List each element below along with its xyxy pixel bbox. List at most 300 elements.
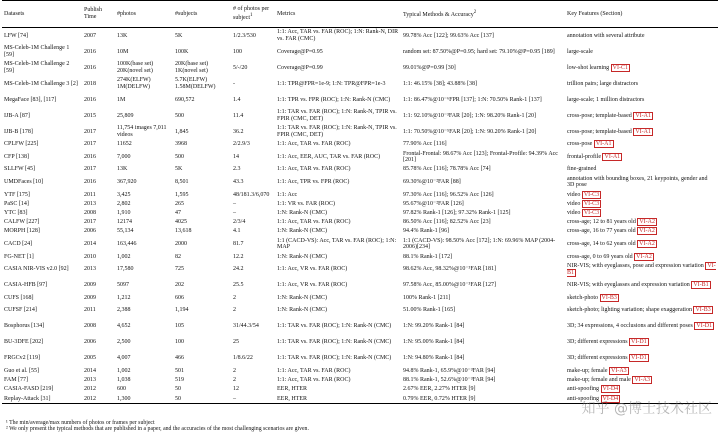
cell-dataset-name — [2, 140, 82, 149]
photos-count-text: 5097 — [117, 282, 129, 289]
methods-accuracy-text: 99.01%@P=0.99 [30] — [403, 64, 456, 71]
cell-photos-per-subject — [231, 209, 275, 218]
photos-count-text: 13K — [117, 32, 128, 39]
metrics-text: 1:1: Acc, TAR vs. FAR (ROC) — [277, 166, 351, 173]
cell-methods-accuracy — [401, 376, 565, 385]
section-link[interactable]: VI-A2 — [636, 253, 652, 260]
key-features-text: anti-spoofing — [567, 395, 599, 402]
cell-photos-per-subject — [231, 76, 275, 92]
cell-publish-year — [82, 44, 115, 60]
metrics-text: 1:1: Acc, VR vs. FAR (ROC) — [277, 266, 348, 273]
publish-year-text: 2010 — [84, 253, 96, 260]
table-row — [2, 92, 718, 108]
cell-publish-year — [82, 140, 115, 149]
cell-subjects-count — [173, 218, 231, 227]
publish-year-text: 2009 — [84, 282, 96, 289]
publish-year-text: 2008 — [84, 210, 96, 217]
key-features-text: sketch-photo; lighting variation; shape exaggeration — [567, 307, 692, 314]
cell-metrics — [275, 174, 401, 190]
cell-methods-accuracy — [401, 108, 565, 124]
cell-publish-year — [82, 124, 115, 140]
cell-photos-count — [115, 335, 173, 351]
key-features-text: 3D; 34 expressions, 4 occlusions and different poses — [567, 323, 693, 330]
cell-metrics — [275, 200, 401, 209]
key-features-text: frontal-profile — [567, 153, 601, 160]
section-link[interactable]: VI-A3 — [634, 377, 650, 384]
photos-count-text: 600 — [117, 386, 126, 393]
photos-count-text: 274K(ELFW) 1M(DELFW) — [117, 77, 151, 90]
key-features-text: cross-pose — [567, 141, 593, 148]
cell-methods-accuracy — [401, 394, 565, 404]
dataset-name-text: FRGCv2 [119] — [4, 355, 40, 362]
subjects-count-text: 50 — [175, 386, 181, 393]
dataset-name-text: Replay-Attack [31] — [4, 395, 51, 402]
cell-photos-count — [115, 28, 173, 45]
cell-photos-per-subject — [231, 367, 275, 376]
cell-photos-per-subject — [231, 218, 275, 227]
photos-per-subject-text: 36.2 — [233, 128, 244, 135]
metrics-text: 1:1: Acc, TAR vs. FAR (ROC) — [277, 219, 351, 226]
section-link[interactable]: VI-D1 — [631, 339, 647, 346]
section-link[interactable]: VI-D1 — [631, 355, 647, 362]
photos-per-subject-text: 2/2.9/3 — [233, 141, 250, 148]
cell-photos-count — [115, 44, 173, 60]
cell-publish-year — [82, 190, 115, 199]
subjects-count-text: 606 — [175, 294, 184, 301]
cell-subjects-count — [173, 278, 231, 294]
subjects-count-text: 47 — [175, 210, 181, 217]
dataset-name-text: Guo et al. [55] — [4, 367, 39, 374]
metrics-text: 1:1: TAR vs. FAR (ROC); 1:N: Rank-N, TPIR vs. FPIR (CMC, DET) — [277, 125, 397, 138]
subjects-count-text: 8,501 — [175, 179, 189, 186]
cell-key-features — [565, 209, 718, 218]
cell-methods-accuracy — [401, 385, 565, 394]
cell-publish-year — [82, 394, 115, 404]
cell-dataset-name — [2, 335, 82, 351]
publish-year-text: 2016 — [84, 64, 96, 71]
cell-photos-count — [115, 149, 173, 165]
section-link[interactable]: VI-A1 — [595, 141, 612, 148]
key-features-text: annotation with bounding boxes, 21 keypoints, gender and 3D pose — [567, 175, 708, 189]
subjects-count-text: 202 — [175, 282, 184, 289]
dataset-name-text: CPLFW [225] — [4, 141, 39, 148]
subjects-count-text: 100 — [175, 339, 184, 346]
methods-accuracy-text: 99.78% Acc [122]; 99.63% Acc [137] — [403, 32, 494, 39]
photos-per-subject-text: 24.2 — [233, 266, 244, 273]
methods-accuracy-text: 69.30%@10⁻²FAR [88] — [403, 179, 461, 186]
cell-dataset-name — [2, 92, 82, 108]
cell-photos-per-subject — [231, 200, 275, 209]
cell-methods-accuracy — [401, 294, 565, 303]
cell-key-features — [565, 165, 718, 174]
cell-methods-accuracy — [401, 209, 565, 218]
col-metrics: Metrics — [275, 1, 401, 28]
section-link[interactable]: VI-A2 — [639, 219, 655, 226]
cell-dataset-name — [2, 303, 82, 319]
cell-methods-accuracy — [401, 303, 565, 319]
publish-year-text: 2013 — [84, 377, 96, 384]
section-link[interactable]: VI-C3 — [583, 210, 600, 217]
section-link[interactable]: VI-A2 — [639, 241, 655, 248]
key-features-text: video — [567, 191, 581, 198]
cell-publish-year — [82, 108, 115, 124]
photos-per-subject-text: 2 — [233, 307, 236, 314]
publish-year-text: 2016 — [84, 153, 96, 160]
table-row — [2, 351, 718, 367]
cell-key-features — [565, 218, 718, 227]
footnote-1: ¹ The min/average/max numbers of photos or frames per subject — [6, 420, 155, 426]
publish-year-text: 2011 — [84, 307, 96, 314]
methods-accuracy-text: 1:N: 95.00% Rank-1 [84] — [403, 339, 465, 346]
cell-key-features — [565, 376, 718, 385]
cell-dataset-name — [2, 108, 82, 124]
dataset-name-text: MS-Celeb-1M Challenge 2 [59] — [4, 61, 70, 74]
cell-publish-year — [82, 236, 115, 252]
photos-per-subject-text: - — [233, 80, 235, 87]
subjects-count-text: 519 — [175, 377, 184, 384]
publish-year-text: 2014 — [84, 367, 96, 374]
section-link[interactable]: VI-B3 — [695, 307, 711, 314]
photos-count-text: 3,425 — [117, 191, 131, 198]
cell-key-features — [565, 174, 718, 190]
photos-per-subject-text: 14 — [233, 153, 239, 160]
section-link[interactable]: VI-C3 — [583, 191, 600, 198]
publish-year-text: 2009 — [84, 294, 96, 301]
cell-methods-accuracy — [401, 60, 565, 76]
section-link[interactable]: VI-D4 — [602, 386, 619, 393]
dataset-name-text: FAM [77] — [4, 377, 29, 384]
cell-dataset-name — [2, 385, 82, 394]
subjects-count-text: 690,572 — [175, 96, 195, 103]
methods-accuracy-text: 97.82% Rank-1 [126]; 97.32% Rank-1 [125] — [403, 210, 511, 217]
subjects-count-text: 105 — [175, 323, 184, 330]
cell-key-features — [565, 303, 718, 319]
subjects-count-text: 1,194 — [175, 307, 189, 314]
key-features-text: large-scale; 1 million distractors — [567, 96, 645, 103]
cell-key-features — [565, 367, 718, 376]
photos-per-subject-text: 43.3 — [233, 179, 244, 186]
photos-count-text: 100K(base set) 20K(novel set) — [117, 61, 154, 74]
photos-count-text: 1M — [117, 96, 126, 103]
cell-methods-accuracy — [401, 262, 565, 278]
methods-accuracy-text: 51.00% Rank-1 [165] — [403, 307, 456, 314]
metrics-text: Coverage@P=0.99 — [277, 64, 323, 71]
cell-photos-per-subject — [231, 149, 275, 165]
publish-year-text: 2008 — [84, 323, 96, 330]
key-features-text: cross-age, 0 to 69 years old — [567, 253, 633, 260]
cell-dataset-name — [2, 165, 82, 174]
cell-subjects-count — [173, 124, 231, 140]
table-row — [2, 252, 718, 261]
cell-metrics — [275, 351, 401, 367]
cell-photos-count — [115, 294, 173, 303]
cell-methods-accuracy — [401, 252, 565, 261]
cell-methods-accuracy — [401, 190, 565, 199]
table-row — [2, 236, 718, 252]
cell-subjects-count — [173, 92, 231, 108]
cell-subjects-count — [173, 165, 231, 174]
key-features-text: make-up; female and male — [567, 377, 631, 384]
cell-photos-count — [115, 190, 173, 199]
metrics-text: 1:1: Acc, TAR vs. FAR (ROC); 1:N: Rank-N, DIR vs. FAR (CMC) — [277, 29, 399, 42]
photos-count-text: 55,134 — [117, 228, 134, 235]
dataset-name-text: MS-Celeb-1M Challenge 3 [2] — [4, 80, 78, 87]
metrics-text: EER, HTER — [277, 386, 307, 393]
photos-count-text: 1,300 — [117, 395, 131, 402]
table-row — [2, 294, 718, 303]
section-link[interactable]: VI-B1 — [693, 282, 709, 289]
col-features: Key Features (Section) — [565, 1, 718, 28]
table-row — [2, 149, 718, 165]
dataset-name-text: FG-NET [1] — [4, 253, 34, 260]
methods-accuracy-text: 0.79% EER, 0.72% HTER [9] — [403, 395, 476, 402]
cell-dataset-name — [2, 367, 82, 376]
cell-publish-year — [82, 376, 115, 385]
cell-publish-year — [82, 262, 115, 278]
cell-key-features — [565, 252, 718, 261]
cell-subjects-count — [173, 262, 231, 278]
dataset-name-text: CUFS [168] — [4, 294, 34, 301]
methods-accuracy-text: 97.58% Acc, 85.00%@10⁻³FAR [127] — [403, 282, 497, 289]
section-link[interactable]: VI-A1 — [604, 153, 621, 160]
cell-key-features — [565, 60, 718, 76]
photos-count-text: 1,002 — [117, 367, 131, 374]
dataset-name-text: BU-3DFE [202] — [4, 339, 44, 346]
cell-metrics — [275, 294, 401, 303]
section-link[interactable]: VI-A1 — [635, 112, 651, 119]
metrics-text: 1:N: Rank-N (CMC) — [277, 228, 327, 235]
methods-accuracy-text: 1:N: 94.80% Rank-1 [84] — [403, 355, 465, 362]
cell-photos-count — [115, 236, 173, 252]
key-features-text: anti-spoofing — [567, 386, 599, 393]
cell-subjects-count — [173, 335, 231, 351]
cell-subjects-count — [173, 44, 231, 60]
table-row — [2, 174, 718, 190]
photos-per-subject-text: 11.4 — [233, 112, 244, 119]
section-link[interactable]: VI-D4 — [602, 395, 619, 402]
cell-key-features — [565, 319, 718, 335]
photos-count-text: 2,388 — [117, 307, 131, 314]
photos-per-subject-text: – — [233, 395, 236, 402]
cell-metrics — [275, 394, 401, 404]
cell-publish-year — [82, 209, 115, 218]
publish-year-text: 2014 — [84, 241, 96, 248]
photos-per-subject-text: 1/8.6/22 — [233, 355, 253, 362]
col-publish-time: Publish Time — [82, 1, 115, 28]
watermark: 知乎 @博士技术社区 — [581, 401, 712, 417]
cell-photos-count — [115, 174, 173, 190]
table-row — [2, 227, 718, 236]
methods-accuracy-text: 97.30% Acc [116]; 96.52% Acc [126] — [403, 191, 494, 198]
table-row — [2, 200, 718, 209]
metrics-text: Coverage@P=0.95 — [277, 48, 323, 55]
cell-photos-count — [115, 209, 173, 218]
photos-per-subject-text: 2 — [233, 377, 236, 384]
cell-photos-count — [115, 60, 173, 76]
cell-subjects-count — [173, 294, 231, 303]
section-link[interactable]: VI-B3 — [601, 294, 617, 301]
cell-metrics — [275, 44, 401, 60]
cell-publish-year — [82, 76, 115, 92]
col-subjects: #subjects — [173, 1, 231, 28]
dataset-name-text: UMDFaces [10] — [4, 179, 44, 186]
cell-dataset-name — [2, 262, 82, 278]
subjects-count-text: 1,595 — [175, 191, 189, 198]
cell-methods-accuracy — [401, 140, 565, 149]
cell-key-features — [565, 124, 718, 140]
section-link[interactable]: VI-C1 — [612, 64, 629, 71]
cell-photos-per-subject — [231, 140, 275, 149]
cell-subjects-count — [173, 303, 231, 319]
table-row — [2, 376, 718, 385]
table-row — [2, 60, 718, 76]
cell-subjects-count — [173, 227, 231, 236]
key-features-text: NIR-VIS; with eyeglasses, pose and expression variation — [567, 262, 704, 269]
cell-publish-year — [82, 278, 115, 294]
table-row — [2, 303, 718, 319]
cell-photos-per-subject — [231, 319, 275, 335]
cell-subjects-count — [173, 236, 231, 252]
photos-per-subject-text: 12 — [233, 386, 239, 393]
metrics-text: 1:1: Acc, TAR vs. FAR (ROC) — [277, 377, 351, 384]
photos-count-text: 7,000 — [117, 153, 131, 160]
table-header-row — [2, 1, 718, 28]
cell-dataset-name — [2, 149, 82, 165]
table-row — [2, 385, 718, 394]
key-features-text: fine-grained — [567, 166, 597, 173]
metrics-text: 1:1: TAR vs. FAR (ROC); 1:N: Rank-N (CMC) — [277, 339, 392, 346]
methods-accuracy-text: 95.67%@10⁻²FAR [126] — [403, 200, 464, 207]
dataset-name-text: Bosphorus [134] — [4, 323, 45, 330]
cell-key-features — [565, 200, 718, 209]
cell-photos-per-subject — [231, 385, 275, 394]
cell-key-features — [565, 227, 718, 236]
dataset-name-text: LFW [74] — [4, 32, 29, 39]
photos-per-subject-text: 2/3/4 — [233, 219, 246, 226]
cell-subjects-count — [173, 140, 231, 149]
cell-dataset-name — [2, 44, 82, 60]
section-link[interactable]: VI-A3 — [610, 367, 627, 374]
photos-count-text: 4,652 — [117, 323, 131, 330]
subjects-count-text: 5K — [175, 166, 183, 173]
table-row — [2, 319, 718, 335]
cell-photos-per-subject — [231, 174, 275, 190]
metrics-text: 1:1: TPR@FPR=1e-9; 1:N: TPR@FPR=1e-3 — [277, 80, 386, 87]
cell-metrics — [275, 190, 401, 199]
cell-methods-accuracy — [401, 149, 565, 165]
table-row — [2, 76, 718, 92]
cell-photos-per-subject — [231, 252, 275, 261]
cell-subjects-count — [173, 174, 231, 190]
section-link[interactable]: VI-B1 — [567, 262, 716, 276]
publish-year-text: 2016 — [84, 48, 96, 55]
cell-subjects-count — [173, 376, 231, 385]
methods-accuracy-text: 88.1% Rank-1, 52.6%@10⁻³FAR [94] — [403, 377, 496, 384]
dataset-name-text: YTC [83] — [4, 210, 28, 217]
key-features-text: trillion pairs; large distractors — [567, 80, 639, 87]
cell-dataset-name — [2, 278, 82, 294]
publish-year-text: 2007 — [84, 32, 96, 39]
methods-accuracy-text: 85.78% Acc [116]; 78.78% Acc [74] — [403, 166, 491, 173]
table-row — [2, 165, 718, 174]
cell-methods-accuracy — [401, 218, 565, 227]
metrics-text: 1:N: Rank-N (CMC) — [277, 253, 327, 260]
key-features-text: low-shot learning — [567, 64, 610, 71]
photos-per-subject-text: 100 — [233, 48, 242, 55]
cell-key-features — [565, 262, 718, 278]
photos-count-text: 17,580 — [117, 266, 134, 273]
cell-dataset-name — [2, 200, 82, 209]
dataset-name-text: PaSC [14] — [4, 200, 29, 207]
section-link[interactable]: VI-A2 — [639, 228, 655, 235]
photos-per-subject-text: 25.5 — [233, 282, 244, 289]
table-row — [2, 190, 718, 199]
cell-photos-per-subject — [231, 394, 275, 404]
cell-subjects-count — [173, 76, 231, 92]
cell-publish-year — [82, 319, 115, 335]
cell-key-features — [565, 140, 718, 149]
cell-photos-per-subject — [231, 60, 275, 76]
photos-count-text: 1,002 — [117, 253, 131, 260]
photos-count-text: 4,007 — [117, 355, 131, 362]
subjects-count-text: 2000 — [175, 241, 187, 248]
publish-year-text: 2017 — [84, 166, 96, 173]
methods-accuracy-text: random set: 87.50%@P=0.95; hard set: 79.10%@P=0.95 [189] — [403, 48, 555, 55]
photos-per-subject-text: – — [233, 200, 236, 207]
table-row — [2, 28, 718, 45]
subjects-count-text: 3968 — [175, 141, 187, 148]
cell-dataset-name — [2, 174, 82, 190]
methods-accuracy-text: 98.62% Acc, 98.32%@10⁻³FAR [181] — [403, 266, 497, 273]
cell-photos-count — [115, 376, 173, 385]
methods-accuracy-text: Frontal-Frontal: 98.67% Acc [123]; Frontal-Profile: 94.39% Acc [201] — [403, 150, 558, 164]
cell-metrics — [275, 227, 401, 236]
cell-subjects-count — [173, 367, 231, 376]
publish-year-text: 2013 — [84, 266, 96, 273]
photos-per-subject-text: 4.1 — [233, 228, 241, 235]
cell-methods-accuracy — [401, 28, 565, 45]
photos-count-text: 1,038 — [117, 377, 131, 384]
methods-accuracy-text: 1:1: 46.15% [38]; 43.88% [38] — [403, 80, 477, 87]
publish-year-text: 2015 — [84, 112, 96, 119]
table-body — [2, 28, 718, 404]
cell-methods-accuracy — [401, 351, 565, 367]
table-row — [2, 108, 718, 124]
photos-count-text: 25,809 — [117, 112, 134, 119]
col-photos-per-subject: # of photos per subject$^1$ — [231, 1, 275, 28]
cell-dataset-name — [2, 60, 82, 76]
section-link[interactable]: VI-D1 — [696, 323, 713, 330]
publish-year-text: 2016 — [84, 179, 96, 186]
cell-dataset-name — [2, 376, 82, 385]
cell-subjects-count — [173, 190, 231, 199]
cell-publish-year — [82, 200, 115, 209]
cell-key-features — [565, 190, 718, 199]
col-methods: Typical Methods & Accuracy$^2$ — [401, 1, 565, 28]
photos-count-text: 1,910 — [117, 210, 131, 217]
metrics-text: 1:1 (CACD-VS): Acc, TAR vs. FAR (ROC); 1:N: MAP — [277, 237, 397, 251]
cell-key-features — [565, 108, 718, 124]
cell-methods-accuracy — [401, 236, 565, 252]
metrics-text: 1:1: TAR vs. FAR (ROC); 1:N: Rank-N (CMC) — [277, 355, 392, 362]
publish-year-text: 2013 — [84, 200, 96, 207]
metrics-text: 1:N: Rank-N (CMC) — [277, 307, 327, 314]
methods-accuracy-text: 94.4% Rank-1 [96] — [403, 228, 450, 235]
cell-photos-count — [115, 165, 173, 174]
section-link[interactable]: VI-C3 — [583, 200, 600, 207]
cell-publish-year — [82, 227, 115, 236]
section-link[interactable]: VI-A1 — [635, 128, 651, 135]
